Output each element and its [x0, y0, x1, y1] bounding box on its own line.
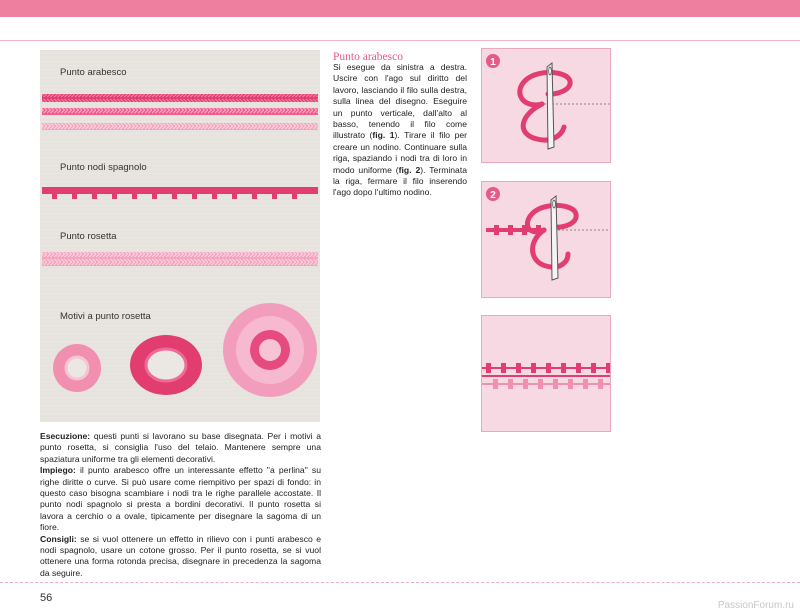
- figure-2-illustration: [482, 182, 610, 297]
- paragraph-impiego: [40, 465, 321, 533]
- impiego-text: il punto arabesco offre un interessante effetto "a perlina" su righe diritte o curve. Si può usare come riempitivo per spazi di fondo: in questo caso bisogna scambiare i nodi tra le righe parallele accostate. Il punto nodi spagnolo si presta a bordini decorativi. Il punto rosetta si lavora a cerchio o a ovale, tipicamente per disegnare la sagoma di un fiore.: [40, 465, 321, 533]
- body-text: [40, 431, 321, 579]
- figure-1-number: 1: [490, 57, 496, 68]
- label-punto-arabesco: Punto arabesco: [60, 67, 127, 78]
- footer-divider: [0, 582, 800, 583]
- impiego-label: Impiego:: [40, 465, 76, 476]
- instructions-part-c: ). Terminata la riga, fermare il filo inserendo l'ago dopo l'ultimo nodino.: [333, 164, 467, 198]
- esecuzione-text: questi punti si lavorano su base disegnata. Per i motivi a punto rosetta, si consiglia l'uso del telaio. Mantenere sempre una spaziatura uniforme tra gli elementi decorativi.: [40, 431, 321, 464]
- consigli-text: se si vuol ottenere un effetto in rilievo con i punti arabesco e nodi spagnolo, usare un cotone grosso. Per il punto rosetta, se si vuol ottenere una forma rotonda precisa, disegnare in precedenza la sagoma da seguire.: [40, 533, 321, 578]
- figure-1-diagram: [481, 48, 611, 163]
- watermark: PassionForum.ru: [717, 600, 794, 611]
- figure-2-number: 2: [490, 190, 496, 201]
- figure-3-illustration: [482, 316, 610, 431]
- stitch-samples-photo: [40, 50, 320, 422]
- esecuzione-label: Esecuzione:: [40, 431, 91, 441]
- figure-1-illustration: [482, 49, 610, 162]
- instructions-part-b: ). Tirare il filo per creare un nodino. Continuare sulla riga, spaziando i nodi tra di loro in modo uniforme (: [333, 130, 467, 175]
- instructions-text: [333, 62, 467, 199]
- label-punto-nodi-spagnolo: Punto nodi spagnolo: [60, 162, 147, 173]
- section-title: Punto arabesco: [333, 51, 403, 63]
- header-divider: [0, 40, 800, 41]
- paragraph-consigli: [40, 534, 321, 580]
- figure-2-diagram: [481, 181, 611, 298]
- instructions-part-a: Si esegue da sinistra a destra. Uscire con l'ago sul diritto del lavoro, lasciando il filo sulla destra, sulla linea del disegno. Eseguire un punto verticale, dall'alto al basso, tenendo il filo come illustrato (: [333, 62, 467, 141]
- fig1-reference: fig. 1: [372, 130, 395, 141]
- paragraph-esecuzione: [40, 431, 321, 465]
- fig2-reference: fig. 2: [398, 164, 421, 175]
- top-color-band: [0, 0, 800, 17]
- consigli-label: Consigli:: [40, 533, 77, 544]
- figure-3-diagram: [481, 315, 611, 432]
- page-number: 56: [40, 592, 53, 604]
- label-punto-rosetta: Punto rosetta: [60, 231, 117, 242]
- label-motivi-rosetta: Motivi a punto rosetta: [60, 311, 151, 322]
